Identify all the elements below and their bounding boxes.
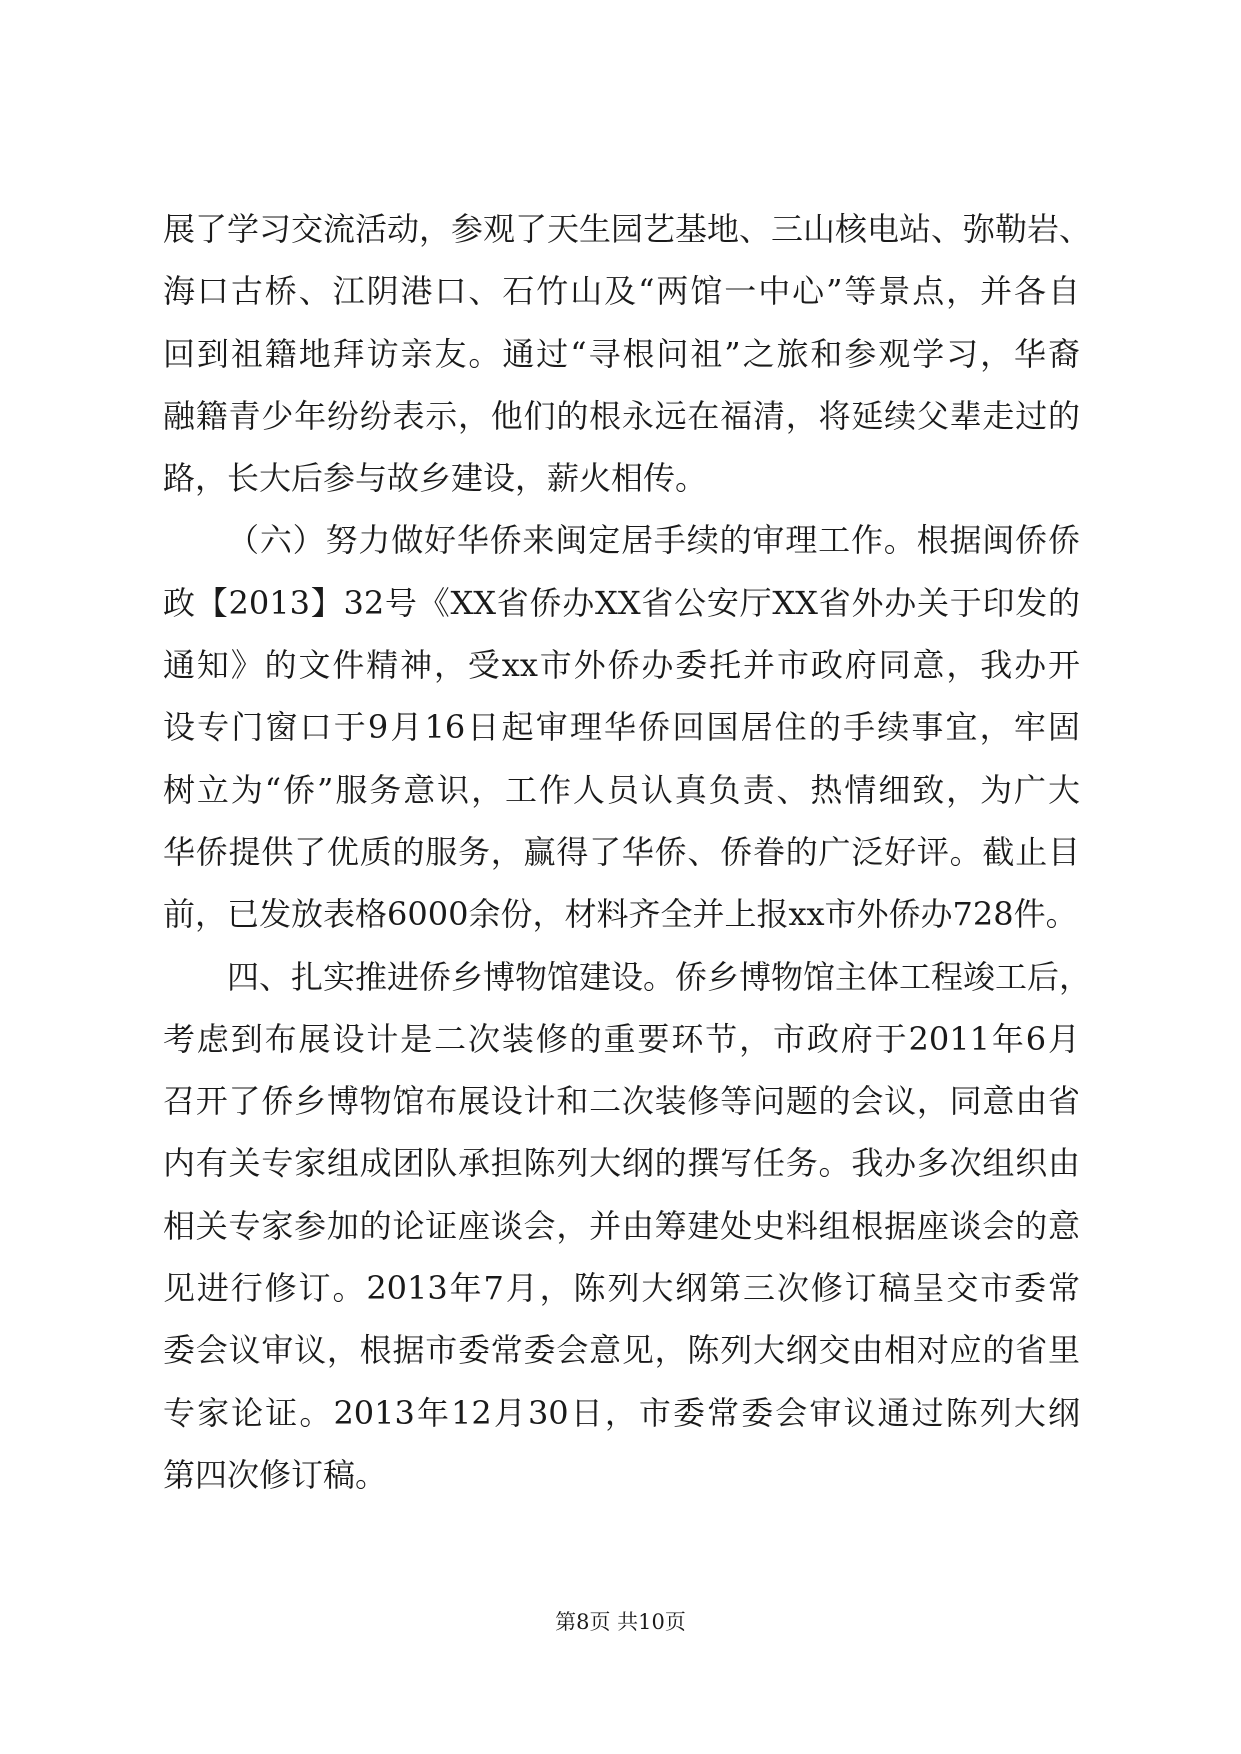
- paragraph-1-line-3: 回到祖籍地拜访亲友。通过“寻根问祖”之旅和参观学习，华裔: [163, 334, 1080, 373]
- paragraph-2-line-4: 设专门窗口于9月16日起审理华侨回国居住的手续事宜，牢固: [163, 708, 1080, 747]
- paragraph-1-line-4: 融籍青少年纷纷表示，他们的根永远在福清，将延续父辈走过的: [163, 396, 1080, 435]
- paragraph-2-line-6: 华侨提供了优质的服务，赢得了华侨、侨眷的广泛好评。截止目: [163, 832, 1080, 871]
- paragraph-3-line-9: 第四次修订稿。: [163, 1455, 388, 1494]
- paragraph-1-line-1: 展了学习交流活动，参观了天生园艺基地、三山核电站、弥勒岩、: [163, 210, 1092, 248]
- paragraph-3-line-2: 考虑到布展设计是二次装修的重要环节，市政府于2011年6月: [163, 1019, 1080, 1058]
- paragraph-2-line-3: 通知》的文件精神，受xx市外侨办委托并市政府同意，我办开: [163, 646, 1080, 685]
- paragraph-1-line-2: 海口古桥、江阴港口、石竹山及“两馆一中心”等景点，并各自: [163, 272, 1080, 311]
- paragraph-2-line-5: 树立为“侨”服务意识，工作人员认真负责、热情细致，为广大: [163, 770, 1080, 809]
- page-footer: [0, 1608, 1241, 1636]
- body-text: [163, 198, 1092, 1506]
- paragraph-3-line-4: 内有关专家组成团队承担陈列大纲的撰写任务。我办多次组织由: [163, 1144, 1080, 1183]
- paragraph-3-line-3: 召开了侨乡博物馆布展设计和二次装修等问题的会议，同意由省: [163, 1082, 1080, 1121]
- paragraph-3-line-7: 委会议审议，根据市委常委会意见，陈列大纲交由相对应的省里: [163, 1331, 1080, 1370]
- paragraph-3-line-1: 四、扎实推进侨乡博物馆建设。侨乡博物馆主体工程竣工后，: [227, 957, 1092, 996]
- paragraph-2-line-1: （六）努力做好华侨来闽定居手续的审理工作。根据闽侨侨: [227, 521, 1080, 560]
- paragraph-2-line-7: 前，已发放表格6000余份，材料齐全并上报xx市外侨办728件。: [163, 895, 1078, 934]
- page-number-label: 第8页 共10页: [555, 1610, 686, 1634]
- paragraph-1-line-5: 路，长大后参与故乡建设，薪火相传。: [163, 459, 708, 498]
- paragraph-3-line-6: 见进行修订。2013年7月，陈列大纲第三次修订稿呈交市委常: [163, 1269, 1080, 1308]
- paragraph-3-line-8: 专家论证。2013年12月30日，市委常委会审议通过陈列大纲: [163, 1393, 1080, 1432]
- paragraph-3-line-5: 相关专家参加的论证座谈会，并由筹建处史料组根据座谈会的意: [163, 1206, 1080, 1245]
- paragraph-2-line-2: 政【2013】32号《XX省侨办XX省公安厅XX省外办关于印发的: [163, 583, 1080, 622]
